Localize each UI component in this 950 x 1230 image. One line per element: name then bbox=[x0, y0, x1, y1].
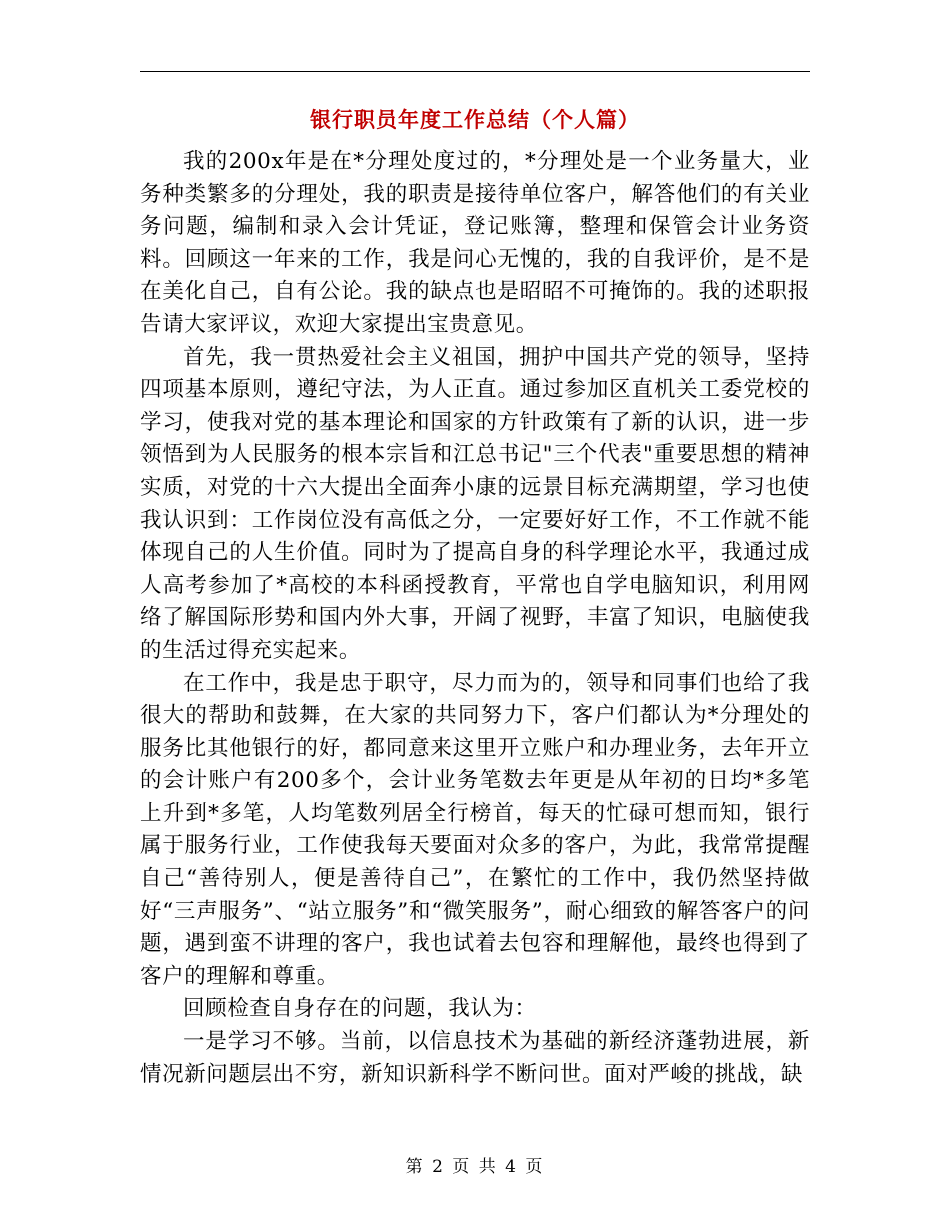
document-title: 银行职员年度工作总结（个人篇） bbox=[310, 108, 640, 132]
paragraph-1: 我的200x年是在*分理处度过的，*分理处是一个业务量大，业务种类繁多的分理处，我的职责是接待单位客户，解答他们的有关业务问题，编制和录入会计凭证，登记账簿，整理和保管会计业务资料。回顾这一年来的工作，我是问心无愧的，我的自我评价，是不是在美化自己，自有公论。我的缺点也是昭昭不可掩饰的。我的述职报告请大家评议，欢迎大家提出宝贵意见。 bbox=[140, 149, 810, 337]
paragraph-4: 回顾检查自身存在的问题，我认为： bbox=[183, 996, 537, 1022]
paragraph-5: 一是学习不够。当前，以信息技术为基础的新经济蓬勃进展，新情况新问题层出不穷，新知识新科学不断问世。面对严峻的挑战，缺 bbox=[140, 1029, 810, 1087]
paragraph-3: 在工作中，我是忠于职守，尽力而为的，领导和同事们也给了我很大的帮助和鼓舞，在大家的共同努力下，客户们都认为*分理处的服务比其他银行的好，都同意来这里开立账户和办理业务，去年开立的会计账户有200多个，会计业务笔数去年更是从年初的日均*多笔上升到*多笔，人均笔数列居全行榜首，每天的忙碌可想而知，银行属于服务行业，工作使我每天要面对众多的客户，为此，我常常提醒自己“善待别人，便是善待自己”，在繁忙的工作中，我仍然坚持做好“三声服务”、“站立服务”和“微笑服务”，耐心细致的解答客户的问题，遇到蛮不讲理的客户，我也试着去包容和理解他，最终也得到了客户的理解和尊重。 bbox=[140, 670, 810, 989]
document-body bbox=[140, 146, 810, 1091]
page-footer bbox=[0, 1152, 950, 1177]
paragraph-2: 首先，我一贯热爱社会主义祖国，拥护中国共产党的领导，坚持四项基本原则，遵纪守法，为人正直。通过参加区直机关工委党校的学习，使我对党的基本理论和国家的方针政策有了新的认识，进一步领悟到为人民服务的根本宗旨和江总书记"三个代表"重要思想的精神实质，对党的十六大提出全面奔小康的远景目标充满期望，学习也使我认识到：工作岗位没有高低之分，一定要好好工作，不工作就不能体现自己的人生价值。同时为了提高自身的科学理论水平，我通过成人高考参加了*高校的本科函授教育，平常也自学电脑知识，利用网络了解国际形势和国内外大事，开阔了视野，丰富了知识，电脑使我的生活过得充实起来。 bbox=[140, 344, 810, 663]
page-number: 第 2 页 共 4 页 bbox=[405, 1157, 545, 1177]
header-rule bbox=[140, 71, 810, 72]
